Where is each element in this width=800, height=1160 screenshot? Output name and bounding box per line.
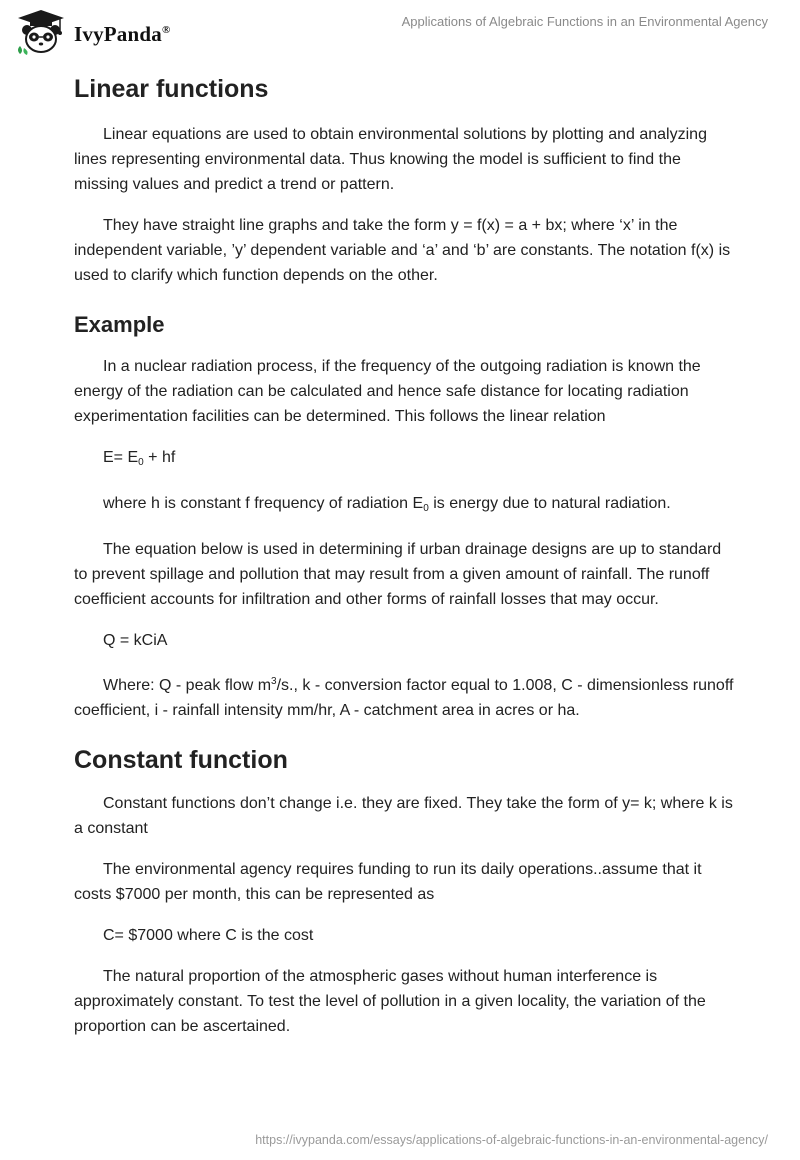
source-url[interactable]: https://ivypanda.com/essays/applications-of-algebraic-functions-in-an-environmental-agency/: [255, 1133, 768, 1147]
paragraph: They have straight line graphs and take the form y = f(x) = a + bx; where ‘x’ in the independent variable, ’y’ dependent variable and ‘a’ and ‘b’ are constants. The notation f(x) is used to clarify which function depends on the other.: [74, 217, 731, 284]
paragraph: Where: Q - peak flow $m^3/s$., k - conversion factor equal to 1.008, C - dimensionless runoff coefficient, i - rainfall intensity mm/hr, A - catchment area in acres or ha.: [74, 676, 734, 719]
panda-graduate-icon: [14, 8, 68, 56]
paragraph: where h is constant f frequency of radiation $E_0$ is energy due to natural radiation.: [103, 495, 671, 514]
paragraph: Constant functions don’t change i.e. they are fixed. They take the form of y= k; where k is a constant: [74, 795, 733, 837]
equation: Q = kCiA: [103, 632, 168, 649]
document-title: Applications of Algebraic Functions in an Environmental Agency: [401, 14, 768, 29]
brand-name: IvyPanda®: [74, 21, 171, 46]
paragraph: The environmental agency requires funding to run its daily operations..assume that it costs $7000 per month, this can be represented as: [74, 861, 702, 903]
heading-constant-function: Constant function: [74, 746, 288, 774]
ivypanda-logo[interactable]: [14, 8, 170, 56]
equation: $E= E_0$ + hf: [103, 449, 176, 468]
article-body: [74, 72, 734, 1039]
paragraph: The equation below is used in determining if urban drainage designs are up to standard to prevent spillage and pollution that may result from a given amount of rainfall. The runoff coefficient accounts for infiltration and other forms of rainfall losses that may occur.: [74, 541, 722, 608]
equation: C= $7000 where C is the cost: [103, 927, 314, 944]
heading-example: Example: [74, 312, 165, 337]
paragraph: The natural proportion of the atmospheric gases without human interference is approximately constant. To test the level of pollution in a given locality, the variation of the proportion can be ascertained.: [74, 968, 706, 1035]
paragraph: Linear equations are used to obtain environmental solutions by plotting and analyzing lines representing environmental data. Thus knowing the model is sufficient to find the missing values and predict a trend or pattern.: [74, 126, 707, 193]
heading-linear-functions: Linear functions: [74, 75, 269, 103]
paragraph: In a nuclear radiation process, if the frequency of the outgoing radiation is known the energy of the radiation can be calculated and hence safe distance for locating radiation experimentation facilities can be determined. This follows the linear relation: [74, 358, 701, 425]
page-header: [0, 0, 800, 62]
